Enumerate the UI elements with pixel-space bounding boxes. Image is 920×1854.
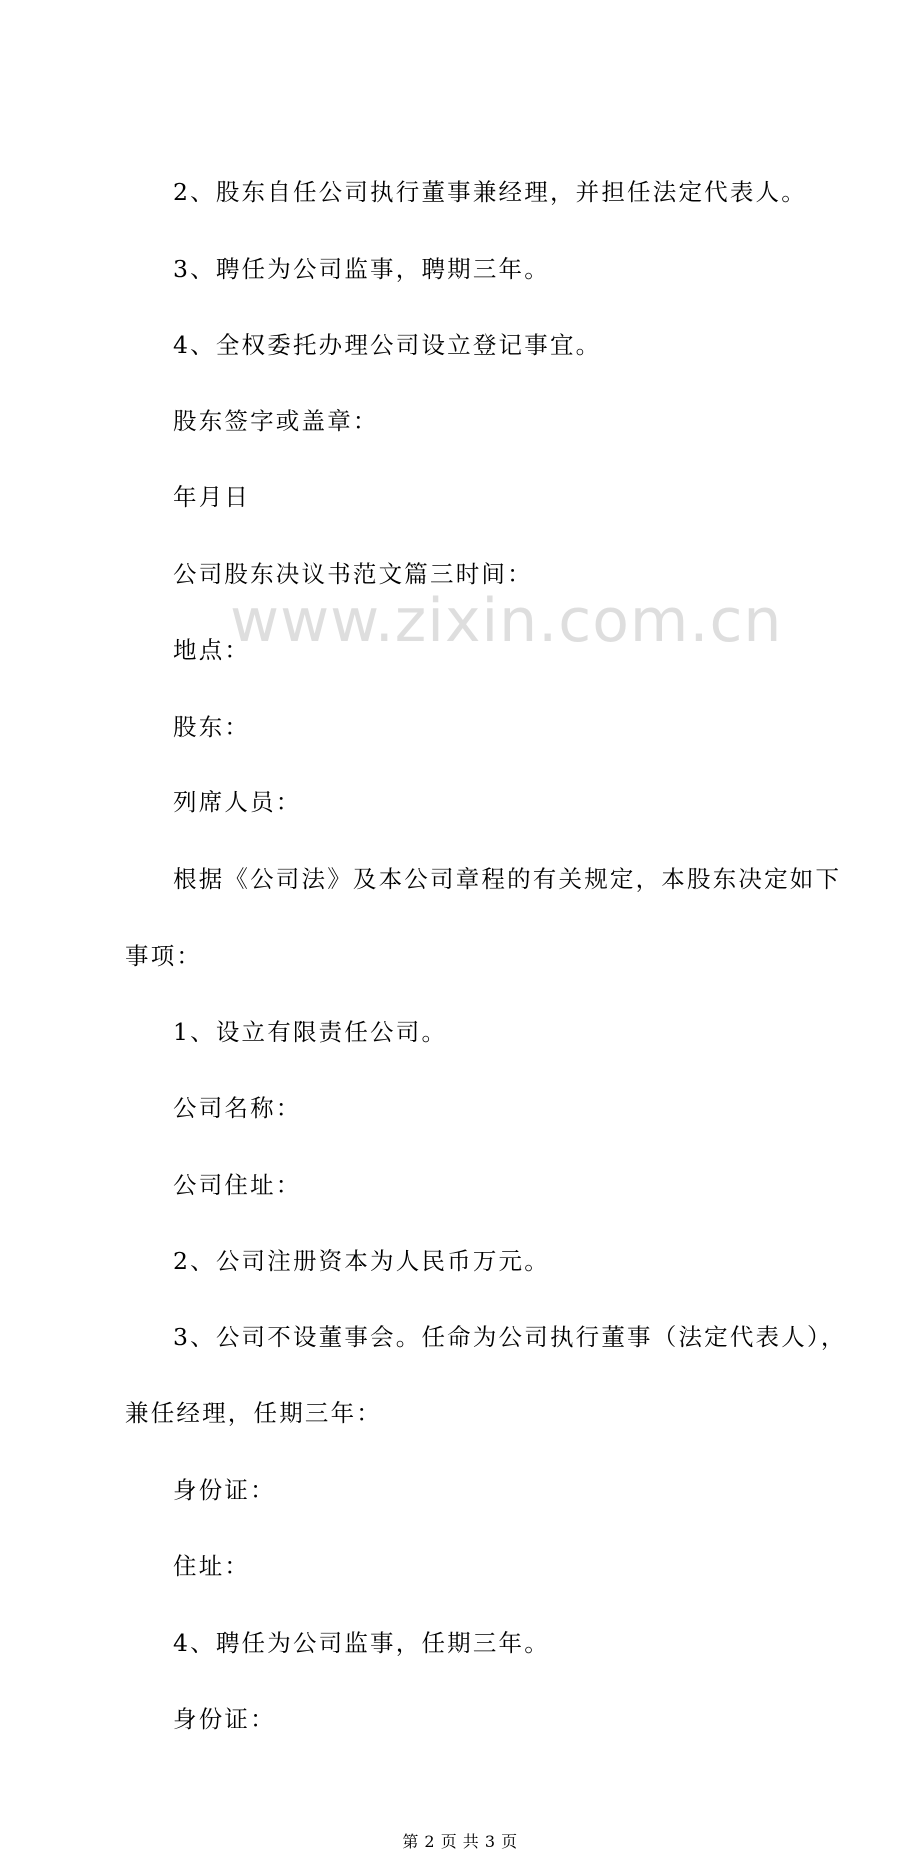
paragraph-line: 2、股东自任公司执行董事兼经理，并担任法定代表人。 bbox=[173, 178, 807, 206]
page-footer: 第 2 页 共 3 页 bbox=[402, 1832, 518, 1851]
paragraph-line: 事项： bbox=[125, 942, 203, 970]
paragraph-line: 4、全权委托办理公司设立登记事宜。 bbox=[173, 331, 602, 359]
paragraph-line: 2、公司注册资本为人民币万元。 bbox=[173, 1247, 550, 1275]
paragraph-line: 住址： bbox=[173, 1552, 251, 1580]
paragraph-line: 公司股东决议书范文篇三时间： bbox=[173, 560, 533, 588]
paragraph-line: 股东签字或盖章： bbox=[173, 407, 379, 435]
paragraph-line: 4、聘任为公司监事，任期三年。 bbox=[173, 1629, 550, 1657]
paragraph-line: 3、公司不设董事会。任命为公司执行董事（法定代表人）， bbox=[173, 1323, 847, 1351]
paragraph-line: 年月日 bbox=[173, 483, 251, 511]
paragraph-line: 根据《公司法》及本公司章程的有关规定，本股东决定如下 bbox=[173, 865, 842, 893]
paragraph-line: 列席人员： bbox=[173, 788, 302, 816]
paragraph-line: 身份证： bbox=[173, 1705, 276, 1733]
paragraph-line: 公司名称： bbox=[173, 1094, 302, 1122]
watermark: www.zixin.com.cn bbox=[230, 586, 783, 656]
paragraph-line: 公司住址： bbox=[173, 1171, 302, 1199]
paragraph-line: 1、设立有限责任公司。 bbox=[173, 1018, 448, 1046]
paragraph-line: 股东： bbox=[173, 713, 251, 741]
paragraph-line: 地点： bbox=[173, 636, 251, 664]
paragraph-line: 3、聘任为公司监事，聘期三年。 bbox=[173, 255, 550, 283]
paragraph-line: 身份证： bbox=[173, 1476, 276, 1504]
paragraph-line: 兼任经理，任期三年： bbox=[125, 1399, 382, 1427]
